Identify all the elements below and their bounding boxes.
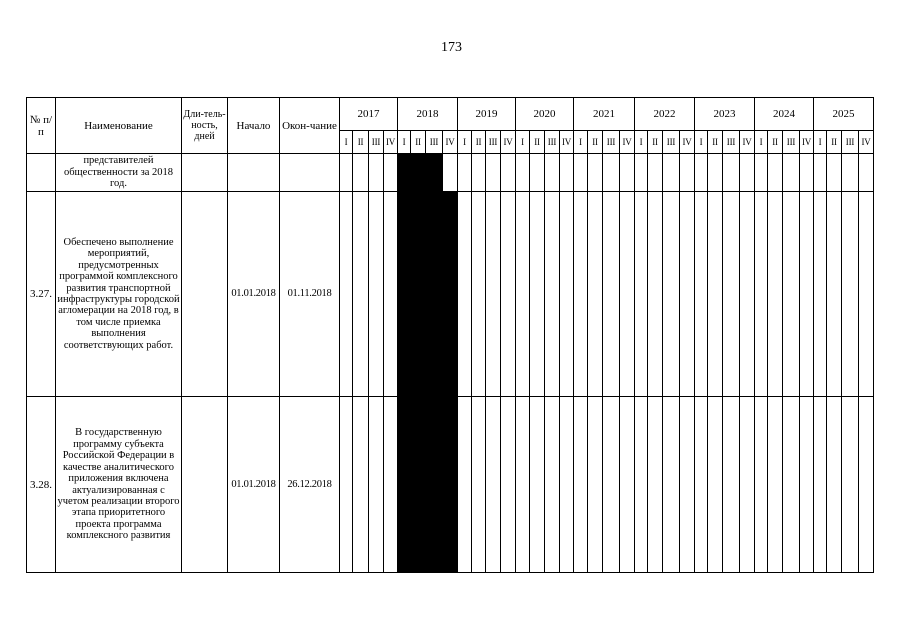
quarter-cell-2017-II: [353, 154, 369, 192]
quarter-cell-2019-I: [458, 192, 472, 397]
quarter-cell-2021-IV: [620, 154, 635, 192]
quarter-cell-2019-II: [472, 397, 486, 573]
quarter-cell-2020-III: [545, 192, 560, 397]
quarter-cell-2022-III: [663, 397, 680, 573]
year-header-2023: 2023: [695, 98, 755, 131]
quarter-cell-2018-I: [398, 192, 411, 397]
col-header-duration-label: Дли-тель-ность, дней: [183, 109, 226, 142]
quarter-cell-2024-IV: [800, 154, 814, 192]
table-row: [27, 192, 874, 397]
quarter-header-2022-I: I: [635, 131, 648, 154]
quarter-cell-2022-II: [648, 192, 663, 397]
gantt-sheet: [26, 97, 874, 573]
year-header-2019: 2019: [458, 98, 516, 131]
quarter-cell-2017-III: [369, 192, 384, 397]
quarter-cell-2024-II: [768, 192, 783, 397]
quarter-header-2019-III: III: [486, 131, 501, 154]
quarter-cell-2017-III: [369, 397, 384, 573]
quarter-cell-2018-IV: [443, 397, 458, 573]
col-header-name: [56, 98, 182, 154]
row-duration: [182, 154, 228, 192]
quarter-cell-2023-I: [695, 154, 708, 192]
quarter-header-2024-III: III: [783, 131, 800, 154]
quarter-cell-2023-IV: [740, 397, 755, 573]
year-header-2024: 2024: [755, 98, 814, 131]
page-number: 173: [441, 40, 462, 55]
quarter-cell-2020-III: [545, 397, 560, 573]
quarter-cell-2017-III: [369, 154, 384, 192]
quarter-cell-2018-IV: [443, 192, 458, 397]
quarter-cell-2018-III: [426, 154, 443, 192]
quarter-header-2017-III: III: [369, 131, 384, 154]
quarter-cell-2019-IV: [501, 192, 516, 397]
quarter-cell-2025-III: [842, 192, 859, 397]
quarter-header-2022-IV: IV: [680, 131, 695, 154]
quarter-cell-2022-IV: [680, 397, 695, 573]
quarter-cell-2021-II: [588, 397, 603, 573]
quarter-cell-2017-IV: [384, 192, 398, 397]
quarter-header-2019-II: II: [472, 131, 486, 154]
quarter-cell-2022-II: [648, 154, 663, 192]
quarter-header-2021-III: III: [603, 131, 620, 154]
quarter-cell-2024-II: [768, 154, 783, 192]
quarter-header-2024-IV: IV: [800, 131, 814, 154]
quarter-cell-2023-I: [695, 192, 708, 397]
year-header-2017: 2017: [340, 98, 398, 131]
quarter-cell-2018-III: [426, 192, 443, 397]
quarter-cell-2020-IV: [560, 397, 574, 573]
quarter-cell-2019-I: [458, 397, 472, 573]
quarter-cell-2021-III: [603, 192, 620, 397]
quarter-header-2024-II: II: [768, 131, 783, 154]
quarter-header-2024-I: I: [755, 131, 768, 154]
quarter-header-2019-IV: IV: [501, 131, 516, 154]
quarter-cell-2020-II: [530, 154, 545, 192]
col-header-end-label: Окон-чание: [282, 119, 337, 132]
row-name: представителей общественности за 2018 год.: [56, 154, 182, 192]
quarter-cell-2024-I: [755, 397, 768, 573]
quarter-header-2018-II: II: [411, 131, 426, 154]
quarter-cell-2024-II: [768, 397, 783, 573]
quarter-cell-2023-II: [708, 192, 723, 397]
quarter-cell-2020-I: [516, 397, 530, 573]
quarter-cell-2019-III: [486, 154, 501, 192]
row-duration: [182, 397, 228, 573]
quarter-cell-2018-I: [398, 154, 411, 192]
quarter-cell-2025-II: [827, 397, 842, 573]
row-start-date: [228, 154, 280, 192]
quarter-header-2025-I: I: [814, 131, 827, 154]
quarter-cell-2025-IV: [859, 192, 874, 397]
quarter-cell-2018-II: [411, 397, 426, 573]
row-number: 3.27.: [27, 192, 56, 397]
quarter-header-2017-I: I: [340, 131, 353, 154]
col-header-duration: [182, 98, 228, 154]
row-name: В государственную программу субъекта Российской Федерации в качестве аналитического приложения включена актуализированная с учетом реализации второго этапа приоритетного проекта программа комплексного развития: [56, 397, 182, 573]
quarter-cell-2023-IV: [740, 154, 755, 192]
row-duration: [182, 192, 228, 397]
table-row: [27, 397, 874, 573]
row-start-date: 01.01.2018: [228, 397, 280, 573]
year-header-2020: 2020: [516, 98, 574, 131]
quarter-header-2020-I: I: [516, 131, 530, 154]
quarter-header-2023-III: III: [723, 131, 740, 154]
quarter-cell-2020-I: [516, 154, 530, 192]
row-end-date: 26.12.2018: [280, 397, 340, 573]
quarter-cell-2025-I: [814, 192, 827, 397]
quarter-cell-2020-II: [530, 192, 545, 397]
quarter-header-2019-I: I: [458, 131, 472, 154]
quarter-cell-2021-IV: [620, 192, 635, 397]
quarter-cell-2022-I: [635, 192, 648, 397]
quarter-header-2018-III: III: [426, 131, 443, 154]
col-header-start-label: Начало: [236, 119, 271, 132]
quarter-cell-2022-II: [648, 397, 663, 573]
quarter-header-2023-II: II: [708, 131, 723, 154]
row-number: [27, 154, 56, 192]
quarter-cell-2025-III: [842, 154, 859, 192]
quarter-cell-2024-I: [755, 192, 768, 397]
quarter-cell-2020-I: [516, 192, 530, 397]
quarter-header-2022-III: III: [663, 131, 680, 154]
quarter-header-2025-II: II: [827, 131, 842, 154]
table-row: [27, 154, 874, 192]
quarter-cell-2017-I: [340, 192, 353, 397]
quarter-cell-2017-IV: [384, 397, 398, 573]
quarter-cell-2023-III: [723, 192, 740, 397]
quarter-cell-2019-III: [486, 192, 501, 397]
quarter-cell-2020-IV: [560, 192, 574, 397]
quarter-cell-2020-IV: [560, 154, 574, 192]
year-header-2025: 2025: [814, 98, 874, 131]
quarter-cell-2021-I: [574, 397, 588, 573]
quarter-cell-2017-IV: [384, 154, 398, 192]
quarter-cell-2024-IV: [800, 192, 814, 397]
quarter-cell-2019-IV: [501, 154, 516, 192]
quarter-header-2021-II: II: [588, 131, 603, 154]
row-end-date: 01.11.2018: [280, 192, 340, 397]
quarter-cell-2024-III: [783, 397, 800, 573]
quarter-header-2020-IV: IV: [560, 131, 574, 154]
quarter-cell-2022-III: [663, 192, 680, 397]
quarter-cell-2020-II: [530, 397, 545, 573]
quarter-header-2020-III: III: [545, 131, 560, 154]
quarter-cell-2025-I: [814, 154, 827, 192]
quarter-cell-2019-I: [458, 154, 472, 192]
row-number: 3.28.: [27, 397, 56, 573]
quarter-header-2025-III: III: [842, 131, 859, 154]
year-header-2021: 2021: [574, 98, 635, 131]
quarter-header-2017-II: II: [353, 131, 369, 154]
quarter-header-2023-I: I: [695, 131, 708, 154]
quarter-header-2020-II: II: [530, 131, 545, 154]
quarter-cell-2024-III: [783, 154, 800, 192]
quarter-cell-2019-II: [472, 154, 486, 192]
quarter-cell-2021-I: [574, 192, 588, 397]
quarter-header-2022-II: II: [648, 131, 663, 154]
quarter-cell-2023-III: [723, 397, 740, 573]
quarter-cell-2021-III: [603, 397, 620, 573]
quarter-cell-2025-IV: [859, 154, 874, 192]
quarter-cell-2017-II: [353, 397, 369, 573]
quarter-cell-2020-III: [545, 154, 560, 192]
col-header-num-label: № п/п: [29, 113, 53, 138]
quarter-cell-2017-I: [340, 154, 353, 192]
quarter-cell-2019-II: [472, 192, 486, 397]
col-header-start: [228, 98, 280, 154]
quarter-cell-2025-IV: [859, 397, 874, 573]
col-header-name-label: Наименование: [84, 119, 153, 132]
quarter-cell-2018-II: [411, 192, 426, 397]
quarter-cell-2022-I: [635, 154, 648, 192]
quarter-cell-2025-II: [827, 192, 842, 397]
quarter-cell-2022-IV: [680, 154, 695, 192]
quarter-header-2018-I: I: [398, 131, 411, 154]
quarter-cell-2025-III: [842, 397, 859, 573]
row-name: Обеспечено выполнение мероприятий, предусмотренных программой комплексного развития транспортной инфраструктуры городской агломерации на 2018 год, в том числе приемка выполнения соответствующих работ.: [56, 192, 182, 397]
row-end-date: [280, 154, 340, 192]
quarter-cell-2023-IV: [740, 192, 755, 397]
row-start-date: 01.01.2018: [228, 192, 280, 397]
quarter-cell-2025-I: [814, 397, 827, 573]
quarter-cell-2022-III: [663, 154, 680, 192]
quarter-cell-2021-IV: [620, 397, 635, 573]
quarter-cell-2017-I: [340, 397, 353, 573]
quarter-cell-2019-III: [486, 397, 501, 573]
year-header-2018: 2018: [398, 98, 458, 131]
quarter-cell-2018-III: [426, 397, 443, 573]
quarter-cell-2021-III: [603, 154, 620, 192]
quarter-cell-2023-I: [695, 397, 708, 573]
quarter-header-2021-I: I: [574, 131, 588, 154]
quarter-cell-2024-IV: [800, 397, 814, 573]
quarter-header-2021-IV: IV: [620, 131, 635, 154]
quarter-cell-2024-III: [783, 192, 800, 397]
quarter-cell-2017-II: [353, 192, 369, 397]
quarter-cell-2023-III: [723, 154, 740, 192]
quarter-cell-2024-I: [755, 154, 768, 192]
quarter-header-2018-IV: IV: [443, 131, 458, 154]
quarter-header-2025-IV: IV: [859, 131, 874, 154]
quarter-cell-2022-I: [635, 397, 648, 573]
quarter-cell-2018-IV: [443, 154, 458, 192]
gantt-table: [26, 97, 874, 573]
quarter-cell-2018-II: [411, 154, 426, 192]
col-header-num: [27, 98, 56, 154]
quarter-cell-2023-II: [708, 154, 723, 192]
year-header-2022: 2022: [635, 98, 695, 131]
quarter-cell-2018-I: [398, 397, 411, 573]
quarter-cell-2022-IV: [680, 192, 695, 397]
quarter-header-2017-IV: IV: [384, 131, 398, 154]
quarter-cell-2021-II: [588, 192, 603, 397]
quarter-cell-2021-I: [574, 154, 588, 192]
col-header-end: [280, 98, 340, 154]
quarter-cell-2019-IV: [501, 397, 516, 573]
quarter-cell-2025-II: [827, 154, 842, 192]
quarter-cell-2021-II: [588, 154, 603, 192]
quarter-header-2023-IV: IV: [740, 131, 755, 154]
quarter-cell-2023-II: [708, 397, 723, 573]
